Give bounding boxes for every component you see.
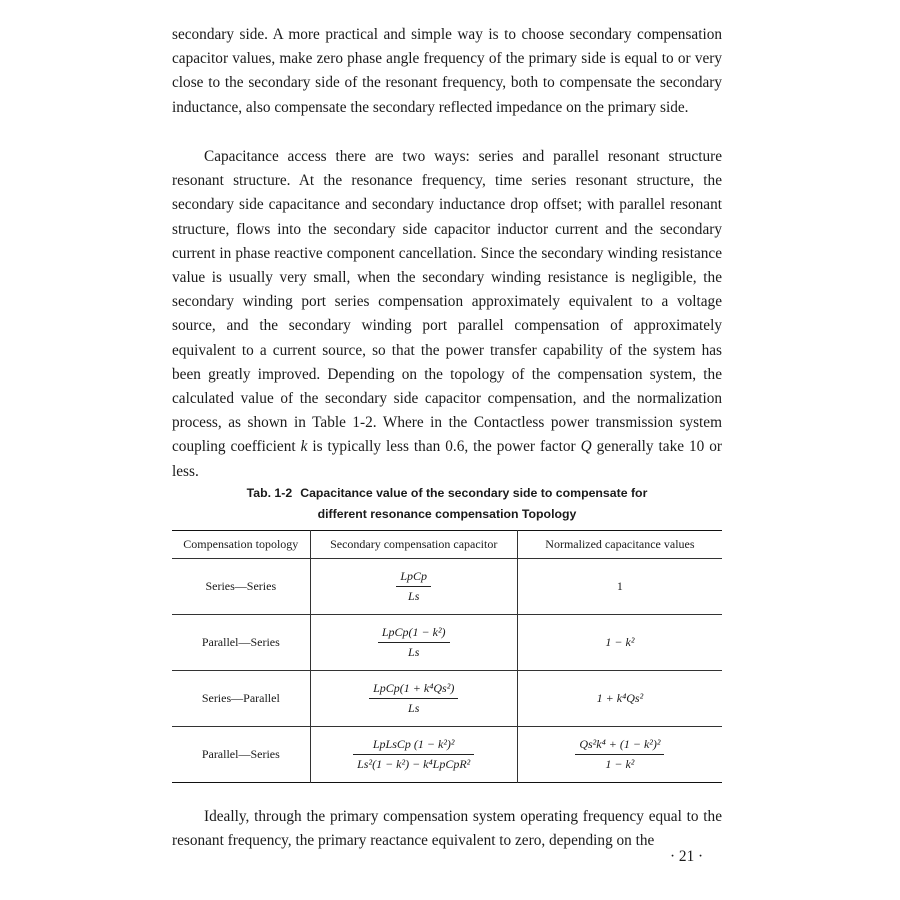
paragraph-2-part-c: generally take 10 or less. <box>172 438 722 480</box>
fraction-denominator: Ls <box>408 701 420 715</box>
compensation-table <box>172 530 722 783</box>
paragraph-3 <box>172 805 722 853</box>
fraction-numerator: LpCp(1 − k²) <box>378 625 450 643</box>
cell-normalized: 1 <box>517 559 722 615</box>
fraction-numerator: LpCp(1 + k⁴Qs²) <box>369 681 458 699</box>
fraction-numerator: LpCp <box>396 569 431 587</box>
table-title-part-2: different resonance compensation Topology <box>317 507 577 521</box>
cell-topology: Parallel—Series <box>201 747 280 761</box>
page-number: · 21 · <box>670 848 704 865</box>
table-row <box>172 671 722 727</box>
cell-capacitor <box>310 615 517 671</box>
symbol-k: k <box>300 438 308 456</box>
cell-topology: Series—Parallel <box>172 671 310 727</box>
capacitor-fraction <box>378 625 450 660</box>
cell-capacitor <box>310 727 517 783</box>
fraction-denominator: 1 − k² <box>605 757 635 771</box>
table-row <box>172 615 722 671</box>
paragraph-2-part-a: Capacitance access there are two ways: series and parallel resonant structure resonant structure. At the resonance frequency, time series resonant structure, the secondary side capacitance and secondary inductance drop offset; with parallel resonant structure, flows into the secondary side capacitor inductor current and the secondary current in phase reactive component cancellation. Since the secondary winding resistance value is usually very small, when the secondary winding resistance is negligible, the secondary winding port series compensation approximately equivalent to a voltage source, and the secondary winding port parallel compensation of approximately equivalent to a current source, so that the power transfer capability of the system has been greatly improved. Depending on the topology of the compensation system, the calculated value of the secondary side capacitor compensation, and the normalization process, as shown in Table 1-2. Where in the Contactless power transmission system coupling coefficient <box>172 148 722 456</box>
table-number: Tab. 1-2 <box>246 486 293 500</box>
cell-normalized: 1 + k⁴Qs² <box>517 671 722 727</box>
cell-normalized: 1 − k² <box>517 615 722 671</box>
table-row <box>172 559 722 615</box>
cell-capacitor <box>310 559 517 615</box>
header-topology: Compensation topology <box>172 531 310 559</box>
paragraph-2-text <box>172 145 722 484</box>
capacitor-fraction <box>353 737 474 772</box>
paragraph-2 <box>172 145 722 484</box>
header-capacitor: Secondary compensation capacitor <box>310 531 517 559</box>
fraction-numerator: Qs²k⁴ + (1 − k²)² <box>575 737 664 755</box>
cell-topology: Parallel—Series <box>172 615 310 671</box>
symbol-q: Q <box>580 438 592 456</box>
capacitor-fraction <box>369 681 458 716</box>
cell-topology: Series—Series <box>172 559 310 615</box>
cell-capacitor <box>310 671 517 727</box>
paragraph-3-text: Ideally, through the primary compensation system operating frequency equal to the resonant frequency, the primary reactance equivalent to zero, depending on the <box>172 808 722 850</box>
normalized-fraction <box>575 737 664 772</box>
table-header-row <box>172 531 722 559</box>
capacitor-fraction <box>396 569 431 604</box>
table-row <box>172 727 722 783</box>
fraction-denominator: Ls <box>408 589 420 603</box>
fraction-denominator: Ls <box>408 645 420 659</box>
cell-normalized <box>517 727 722 783</box>
paragraph-1 <box>172 23 722 120</box>
fraction-denominator: Ls²(1 − k²) − k⁴LpCpR² <box>357 757 471 771</box>
paragraph-1-text: secondary side. A more practical and simple way is to choose secondary compensation capacitor values, make zero phase angle frequency of the primary side is equal to or very close to the secondary side of the resonant frequency, both to compensate the secondary inductance, also compensate the secondary reflected impedance on the primary side. <box>172 26 722 116</box>
paragraph-2-part-b: is typically less than 0.6, the power factor <box>312 438 576 456</box>
header-normalized: Normalized capacitance values <box>517 531 722 559</box>
table-caption-line-1 <box>172 483 722 504</box>
table-caption <box>172 483 722 525</box>
table-title-part-1: Capacitance value of the secondary side to compensate for <box>300 486 648 500</box>
fraction-numerator: LpLsCp (1 − k²)² <box>353 737 474 755</box>
